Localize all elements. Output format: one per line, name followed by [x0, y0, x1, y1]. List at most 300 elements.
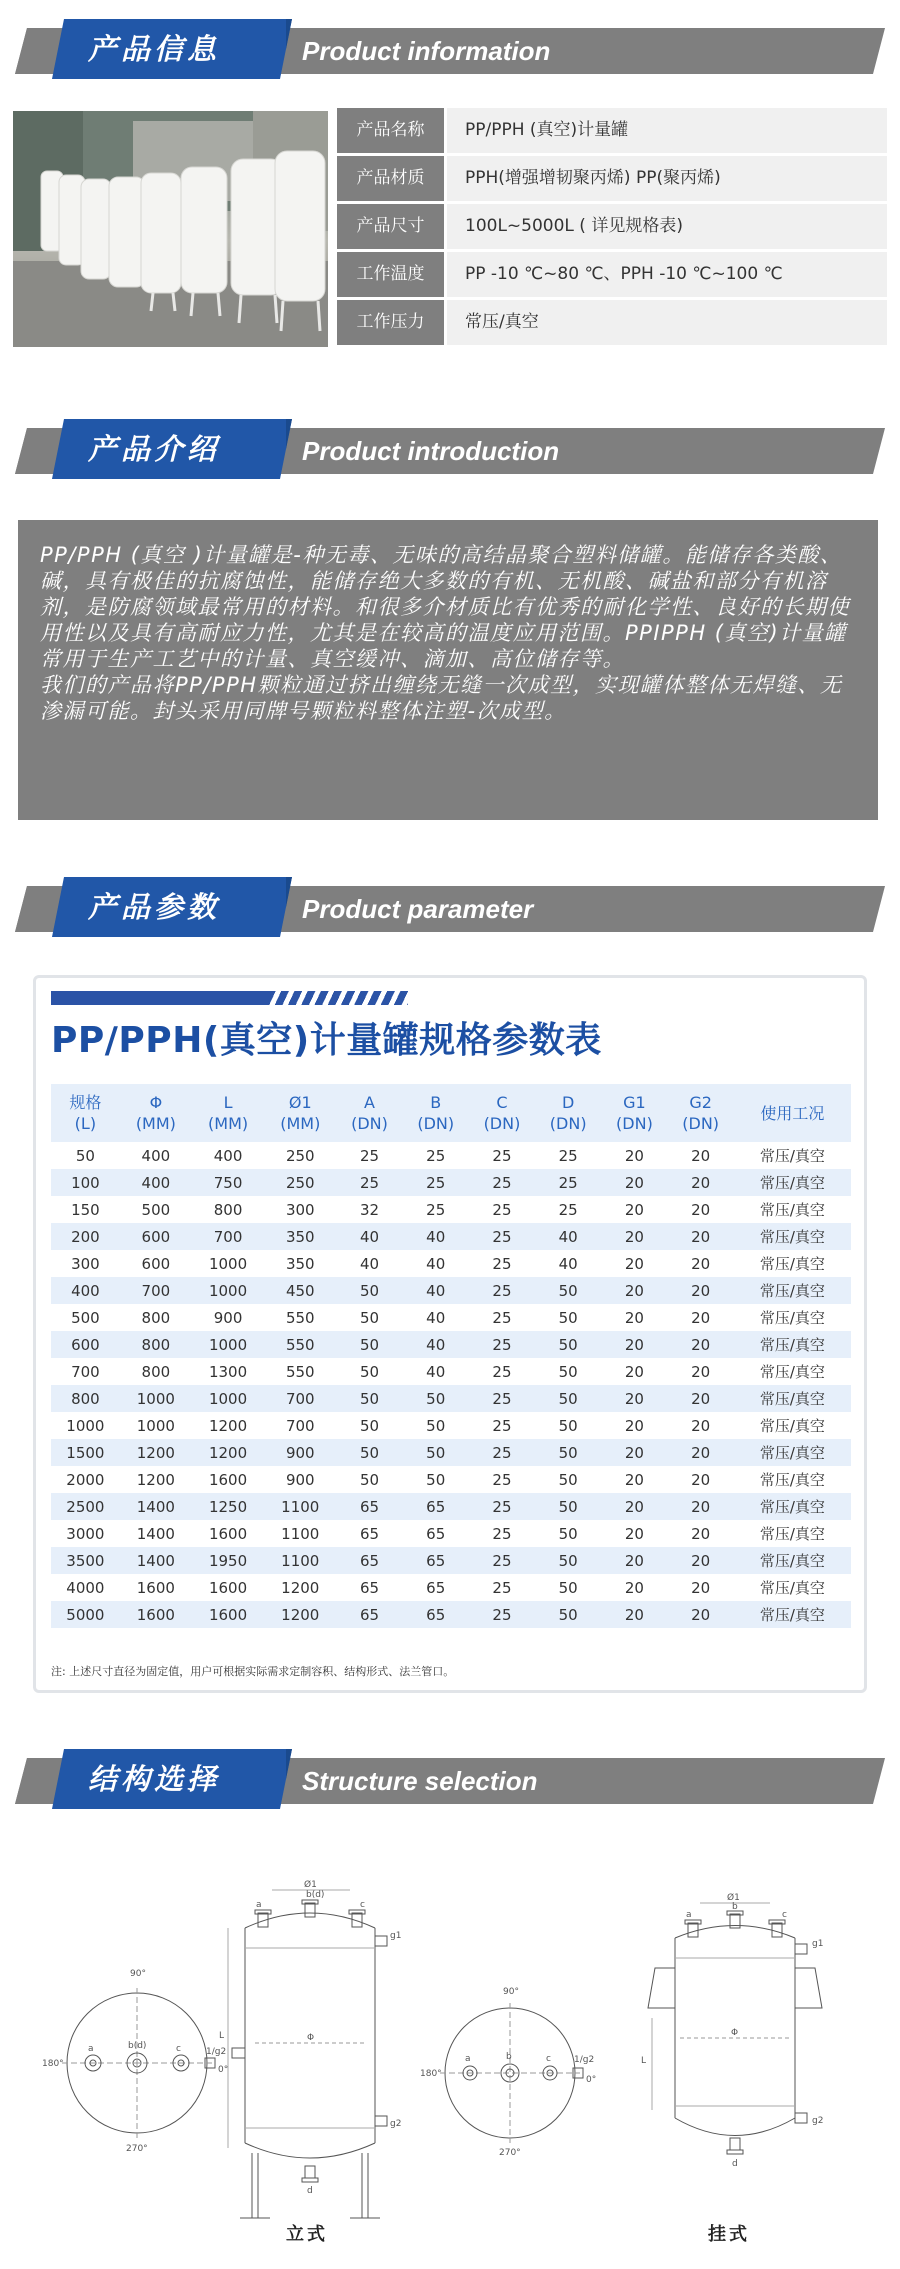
- table-cell: 常压/真空: [734, 1520, 851, 1547]
- intro-paragraph-2: 我们的产品将PP/PPH颗粒通过挤出缠绕无缝一次成型，实现罐体整体无焊缝、无渗漏可能。封头采用同牌号颗粒料整体注塑-次成型。: [40, 673, 843, 723]
- table-cell: 50: [535, 1304, 601, 1331]
- table-row: [51, 1466, 851, 1493]
- dim-label: Ø1: [727, 1893, 740, 1903]
- table-cell: 20: [601, 1142, 667, 1169]
- nozzle-label: a: [465, 2054, 471, 2064]
- angle-label: 90°: [130, 1969, 146, 1979]
- table-cell: 25: [469, 1250, 535, 1277]
- table-cell: 常压/真空: [734, 1331, 851, 1358]
- section-title-cn: 产品参数: [88, 890, 221, 924]
- table-cell: 20: [601, 1601, 667, 1628]
- table-cell: 65: [336, 1493, 402, 1520]
- table-cell: 350: [264, 1250, 336, 1277]
- info-value: PP/PPH (真空)计量罐: [447, 108, 887, 153]
- product-info-table: [337, 108, 887, 348]
- column-header-label: L: [223, 1093, 233, 1112]
- table-row: [51, 1547, 851, 1574]
- table-row: [51, 1601, 851, 1628]
- table-cell: 65: [336, 1520, 402, 1547]
- info-key: 产品材质: [337, 156, 444, 201]
- nozzle-label: c: [782, 1910, 787, 1920]
- table-cell: 100: [51, 1169, 120, 1196]
- table-cell: 40: [403, 1277, 469, 1304]
- table-cell: 25: [469, 1196, 535, 1223]
- nozzle-label: g1: [812, 1939, 824, 1949]
- info-value: 常压/真空: [447, 300, 887, 345]
- table-cell: 40: [336, 1250, 402, 1277]
- table-cell: 600: [51, 1331, 120, 1358]
- column-header: [601, 1084, 667, 1142]
- section-title-cn: 产品信息: [88, 32, 221, 66]
- nozzle-label: a: [256, 1900, 262, 1910]
- table-cell: 20: [668, 1277, 734, 1304]
- section-header-param: [0, 877, 900, 937]
- table-cell: 20: [601, 1304, 667, 1331]
- intro-panel: [18, 520, 878, 820]
- table-cell: 50: [403, 1412, 469, 1439]
- column-header: [336, 1084, 402, 1142]
- table-cell: 800: [120, 1331, 192, 1358]
- column-header-label: G1: [623, 1093, 646, 1112]
- table-cell: 20: [601, 1466, 667, 1493]
- table-cell: 750: [192, 1169, 264, 1196]
- table-cell: 常压/真空: [734, 1601, 851, 1628]
- table-cell: 50: [336, 1277, 402, 1304]
- nozzle-label: d: [307, 2186, 313, 2196]
- column-header: [264, 1084, 336, 1142]
- column-header: [51, 1084, 120, 1142]
- nozzle-label: a: [88, 2044, 94, 2054]
- table-cell: 65: [403, 1520, 469, 1547]
- table-row: [51, 1493, 851, 1520]
- nozzle-label: d: [732, 2159, 738, 2169]
- table-cell: 350: [264, 1223, 336, 1250]
- table-row: [51, 1304, 851, 1331]
- table-cell: 600: [120, 1223, 192, 1250]
- table-cell: 1200: [264, 1574, 336, 1601]
- table-cell: 1600: [120, 1574, 192, 1601]
- dim-label: L: [219, 2031, 225, 2041]
- angle-label: 0°: [218, 2065, 229, 2075]
- table-cell: 400: [120, 1142, 192, 1169]
- table-cell: 1400: [120, 1493, 192, 1520]
- intro-paragraph-1: PP/PPH (真空 )计量罐是-种无毒、无味的高结晶聚合塑料储罐。能储存各类酸、碱，具有极佳的抗腐蚀性，能储存绝大多数的有机、无机酸、碱盐和部分有机溶剂，是防腐领域最常用的材料。和很多介材质比有优秀的耐化学性、良好的长期使用性以及具有高耐应力性，尤其是在较高的温度应用范围。PPIPPH (真空)计量罐常用于生产工艺中的计量、真空缓冲、滴加、高位储存等。: [40, 543, 850, 671]
- table-cell: 1200: [264, 1601, 336, 1628]
- table-cell: 5000: [51, 1601, 120, 1628]
- dim-label: Φ: [731, 2028, 739, 2038]
- table-cell: 常压/真空: [734, 1196, 851, 1223]
- table-cell: 1600: [192, 1466, 264, 1493]
- table-cell: 20: [601, 1520, 667, 1547]
- section-title-cn: 结构选择: [88, 1762, 221, 1796]
- table-cell: 1000: [120, 1385, 192, 1412]
- table-cell: 40: [403, 1304, 469, 1331]
- table-cell: 300: [264, 1196, 336, 1223]
- table-cell: 40: [535, 1223, 601, 1250]
- table-cell: 32: [336, 1196, 402, 1223]
- table-row: [51, 1223, 851, 1250]
- table-cell: 50: [336, 1331, 402, 1358]
- section-title-cn: 产品介绍: [88, 432, 221, 466]
- table-cell: 20: [601, 1412, 667, 1439]
- table-cell: 常压/真空: [734, 1466, 851, 1493]
- table-cell: 50: [535, 1439, 601, 1466]
- info-row-material: [337, 156, 887, 201]
- table-cell: 20: [668, 1196, 734, 1223]
- table-cell: 20: [601, 1493, 667, 1520]
- table-cell: 900: [192, 1304, 264, 1331]
- table-cell: 1600: [120, 1601, 192, 1628]
- table-cell: 550: [264, 1358, 336, 1385]
- table-cell: 常压/真空: [734, 1358, 851, 1385]
- table-cell: 250: [264, 1142, 336, 1169]
- table-cell: 800: [120, 1358, 192, 1385]
- column-header: [469, 1084, 535, 1142]
- column-header-label: A: [364, 1093, 375, 1112]
- hanging-top-view: [420, 1987, 596, 2158]
- column-header: [120, 1084, 192, 1142]
- table-cell: 20: [668, 1169, 734, 1196]
- table-cell: 50: [535, 1331, 601, 1358]
- table-cell: 25: [469, 1601, 535, 1628]
- table-cell: 65: [403, 1574, 469, 1601]
- table-cell: 550: [264, 1331, 336, 1358]
- table-cell: 1400: [120, 1520, 192, 1547]
- column-header-label: Φ: [149, 1093, 163, 1112]
- params-card: [33, 975, 867, 1693]
- table-cell: 25: [469, 1412, 535, 1439]
- info-row-size: [337, 204, 887, 249]
- decor-stripe: [51, 991, 268, 1005]
- column-header-label: Ø1: [288, 1093, 312, 1112]
- table-row: [51, 1385, 851, 1412]
- table-cell: 50: [336, 1412, 402, 1439]
- dim-label: L: [641, 2056, 647, 2066]
- nozzle-label: 1/g2: [574, 2055, 595, 2065]
- table-cell: 250: [264, 1169, 336, 1196]
- table-cell: 1300: [192, 1358, 264, 1385]
- column-header-unit: (MM): [280, 1114, 321, 1133]
- table-cell: 常压/真空: [734, 1142, 851, 1169]
- column-header-unit: (MM): [208, 1114, 249, 1133]
- column-header-unit: (L): [74, 1114, 97, 1133]
- table-cell: 20: [601, 1169, 667, 1196]
- table-cell: 25: [469, 1493, 535, 1520]
- angle-label: 180°: [42, 2059, 64, 2069]
- table-cell: 常压/真空: [734, 1385, 851, 1412]
- table-cell: 50: [535, 1493, 601, 1520]
- table-cell: 25: [469, 1466, 535, 1493]
- table-cell: 25: [403, 1142, 469, 1169]
- table-cell: 50: [336, 1358, 402, 1385]
- column-header-unit: (DN): [417, 1114, 455, 1133]
- table-cell: 450: [264, 1277, 336, 1304]
- section-title-en: Structure selection: [302, 1766, 538, 1796]
- table-row: [51, 1520, 851, 1547]
- table-cell: 20: [668, 1223, 734, 1250]
- table-cell: 800: [51, 1385, 120, 1412]
- table-cell: 25: [403, 1196, 469, 1223]
- table-cell: 40: [535, 1250, 601, 1277]
- section-title-en: Product introduction: [302, 436, 560, 466]
- table-cell: 40: [336, 1223, 402, 1250]
- vertical-top-view: [42, 1969, 228, 2154]
- table-cell: 40: [403, 1331, 469, 1358]
- table-cell: 400: [51, 1277, 120, 1304]
- table-cell: 常压/真空: [734, 1412, 851, 1439]
- table-cell: 900: [264, 1466, 336, 1493]
- table-cell: 65: [403, 1493, 469, 1520]
- table-cell: 常压/真空: [734, 1574, 851, 1601]
- info-key: 工作温度: [337, 252, 444, 297]
- table-cell: 常压/真空: [734, 1169, 851, 1196]
- table-cell: 20: [668, 1142, 734, 1169]
- table-cell: 1600: [192, 1601, 264, 1628]
- column-header-label: 规格: [69, 1093, 102, 1112]
- section-header-intro: [0, 419, 900, 479]
- section-title-en: Product information: [302, 36, 551, 66]
- table-cell: 50: [535, 1358, 601, 1385]
- table-cell: 40: [403, 1223, 469, 1250]
- table-row: [51, 1169, 851, 1196]
- nozzle-label: a: [686, 1910, 692, 1920]
- table-cell: 800: [120, 1304, 192, 1331]
- table-cell: 25: [469, 1574, 535, 1601]
- table-cell: 50: [535, 1574, 601, 1601]
- info-key: 产品名称: [337, 108, 444, 153]
- table-cell: 20: [601, 1196, 667, 1223]
- table-cell: 50: [51, 1142, 120, 1169]
- table-cell: 25: [469, 1358, 535, 1385]
- nozzle-label: b(d): [128, 2041, 147, 2051]
- table-row: [51, 1196, 851, 1223]
- table-cell: 50: [336, 1466, 402, 1493]
- column-header-unit: (DN): [483, 1114, 521, 1133]
- table-cell: 25: [469, 1304, 535, 1331]
- nozzle-label: g1: [390, 1931, 402, 1941]
- table-cell: 20: [601, 1385, 667, 1412]
- table-cell: 1000: [120, 1412, 192, 1439]
- info-key: 工作压力: [337, 300, 444, 345]
- column-header-unit: (DN): [351, 1114, 388, 1133]
- table-cell: 800: [192, 1196, 264, 1223]
- table-cell: 50: [535, 1520, 601, 1547]
- column-header-unit: (DN): [616, 1114, 653, 1133]
- table-cell: 25: [535, 1196, 601, 1223]
- table-cell: 900: [264, 1439, 336, 1466]
- column-header-label: 使用工况: [760, 1103, 825, 1123]
- params-note: 注: 上述尺寸直径为固定值，用户可根据实际需求定制容积、结构形式、法兰管口。: [51, 1665, 455, 1678]
- table-cell: 1200: [192, 1439, 264, 1466]
- table-row: [51, 1142, 851, 1169]
- column-header-label: C: [496, 1093, 508, 1112]
- table-cell: 25: [469, 1520, 535, 1547]
- info-row-name: [337, 108, 887, 153]
- table-cell: 700: [192, 1223, 264, 1250]
- table-row: [51, 1439, 851, 1466]
- table-cell: 400: [192, 1142, 264, 1169]
- table-cell: 65: [336, 1547, 402, 1574]
- info-row-pressure: [337, 300, 887, 345]
- structure-diagrams: [0, 1848, 900, 2248]
- table-cell: 20: [601, 1250, 667, 1277]
- table-cell: 25: [469, 1385, 535, 1412]
- table-cell: 20: [668, 1520, 734, 1547]
- table-cell: 1000: [192, 1250, 264, 1277]
- table-cell: 20: [601, 1223, 667, 1250]
- table-cell: 20: [668, 1601, 734, 1628]
- info-row-temperature: [337, 252, 887, 297]
- table-cell: 50: [535, 1277, 601, 1304]
- hanging-side-view: [641, 1892, 823, 2169]
- table-cell: 20: [668, 1574, 734, 1601]
- table-cell: 500: [120, 1196, 192, 1223]
- table-cell: 25: [535, 1169, 601, 1196]
- table-cell: 20: [668, 1331, 734, 1358]
- vertical-side-view: [219, 1879, 401, 2218]
- table-cell: 1200: [120, 1439, 192, 1466]
- info-value: PPH(增强增韧聚丙烯) PP(聚丙烯): [447, 156, 887, 201]
- table-row: [51, 1277, 851, 1304]
- table-cell: 1600: [192, 1574, 264, 1601]
- table-cell: 700: [120, 1277, 192, 1304]
- table-cell: 700: [51, 1358, 120, 1385]
- table-cell: 4000: [51, 1574, 120, 1601]
- table-cell: 1100: [264, 1520, 336, 1547]
- table-cell: 1100: [264, 1493, 336, 1520]
- table-cell: 50: [403, 1439, 469, 1466]
- table-cell: 25: [403, 1169, 469, 1196]
- table-cell: 50: [336, 1439, 402, 1466]
- table-cell: 1950: [192, 1547, 264, 1574]
- section-header-structure: [0, 1749, 900, 1809]
- table-cell: 20: [668, 1466, 734, 1493]
- angle-label: 0°: [586, 2075, 597, 2085]
- section-title-en: Product parameter: [302, 894, 534, 924]
- table-cell: 500: [51, 1304, 120, 1331]
- column-header-unit: (DN): [549, 1114, 587, 1133]
- nozzle-label: g2: [390, 2119, 402, 2129]
- nozzle-label: g2: [812, 2116, 824, 2126]
- table-cell: 常压/真空: [734, 1304, 851, 1331]
- nozzle-label: 1/g2: [206, 2047, 227, 2057]
- params-table: [51, 1084, 851, 1628]
- dim-label: Φ: [307, 2033, 315, 2043]
- table-cell: 常压/真空: [734, 1547, 851, 1574]
- table-cell: 25: [469, 1547, 535, 1574]
- table-cell: 25: [469, 1169, 535, 1196]
- table-row: [51, 1412, 851, 1439]
- table-cell: 400: [120, 1169, 192, 1196]
- info-value: PP -10 ℃~80 ℃、PPH -10 ℃~100 ℃: [447, 252, 887, 297]
- table-cell: 20: [668, 1250, 734, 1277]
- table-cell: 50: [336, 1385, 402, 1412]
- table-cell: 2500: [51, 1493, 120, 1520]
- caption-hanging: 挂式: [708, 2224, 750, 2245]
- table-cell: 20: [668, 1547, 734, 1574]
- table-cell: 常压/真空: [734, 1277, 851, 1304]
- column-header: [668, 1084, 734, 1142]
- table-cell: 65: [403, 1547, 469, 1574]
- column-header-unit: (MM): [135, 1114, 176, 1133]
- table-cell: 常压/真空: [734, 1439, 851, 1466]
- table-cell: 50: [535, 1547, 601, 1574]
- angle-label: 270°: [126, 2144, 148, 2154]
- nozzle-label: c: [176, 2044, 181, 2054]
- table-cell: 50: [403, 1466, 469, 1493]
- column-header: [192, 1084, 264, 1142]
- table-cell: 20: [601, 1439, 667, 1466]
- column-header: [403, 1084, 469, 1142]
- table-cell: 25: [469, 1142, 535, 1169]
- product-photo: [13, 111, 328, 347]
- table-cell: 3500: [51, 1547, 120, 1574]
- table-row: [51, 1250, 851, 1277]
- table-cell: 2000: [51, 1466, 120, 1493]
- table-cell: 1600: [192, 1520, 264, 1547]
- table-cell: 20: [668, 1412, 734, 1439]
- table-cell: 25: [469, 1223, 535, 1250]
- table-cell: 25: [469, 1277, 535, 1304]
- table-cell: 20: [601, 1331, 667, 1358]
- table-cell: 1000: [192, 1331, 264, 1358]
- table-cell: 1100: [264, 1547, 336, 1574]
- nozzle-label: b(d): [306, 1890, 325, 1900]
- table-cell: 65: [336, 1601, 402, 1628]
- table-cell: 65: [403, 1601, 469, 1628]
- table-cell: 50: [535, 1385, 601, 1412]
- table-row: [51, 1574, 851, 1601]
- nozzle-label: c: [546, 2054, 551, 2064]
- info-value: 100L~5000L ( 详见规格表): [447, 204, 887, 249]
- table-cell: 25: [336, 1142, 402, 1169]
- params-title: PP/PPH(真空)计量罐规格参数表: [51, 1020, 602, 1061]
- table-cell: 常压/真空: [734, 1493, 851, 1520]
- table-cell: 150: [51, 1196, 120, 1223]
- table-row: [51, 1331, 851, 1358]
- table-cell: 1000: [192, 1385, 264, 1412]
- table-cell: 50: [403, 1385, 469, 1412]
- dim-label: Ø1: [304, 1880, 317, 1890]
- table-cell: 1250: [192, 1493, 264, 1520]
- table-cell: 700: [264, 1412, 336, 1439]
- table-cell: 40: [403, 1250, 469, 1277]
- table-cell: 20: [601, 1574, 667, 1601]
- table-cell: 常压/真空: [734, 1250, 851, 1277]
- decor-stripe-hatched: [268, 991, 408, 1005]
- angle-label: 270°: [499, 2148, 521, 2158]
- table-cell: 50: [535, 1466, 601, 1493]
- table-cell: 20: [668, 1304, 734, 1331]
- column-header-label: D: [562, 1093, 575, 1112]
- table-cell: 300: [51, 1250, 120, 1277]
- table-cell: 1200: [192, 1412, 264, 1439]
- column-header: [535, 1084, 601, 1142]
- table-cell: 20: [668, 1439, 734, 1466]
- table-cell: 25: [469, 1331, 535, 1358]
- column-header-label: B: [430, 1093, 442, 1112]
- table-cell: 25: [336, 1169, 402, 1196]
- angle-label: 90°: [503, 1987, 519, 1997]
- table-cell: 65: [336, 1574, 402, 1601]
- table-cell: 50: [336, 1304, 402, 1331]
- table-cell: 20: [668, 1385, 734, 1412]
- info-key: 产品尺寸: [337, 204, 444, 249]
- table-cell: 20: [601, 1277, 667, 1304]
- table-cell: 1000: [192, 1277, 264, 1304]
- table-row: [51, 1358, 851, 1385]
- table-cell: 700: [264, 1385, 336, 1412]
